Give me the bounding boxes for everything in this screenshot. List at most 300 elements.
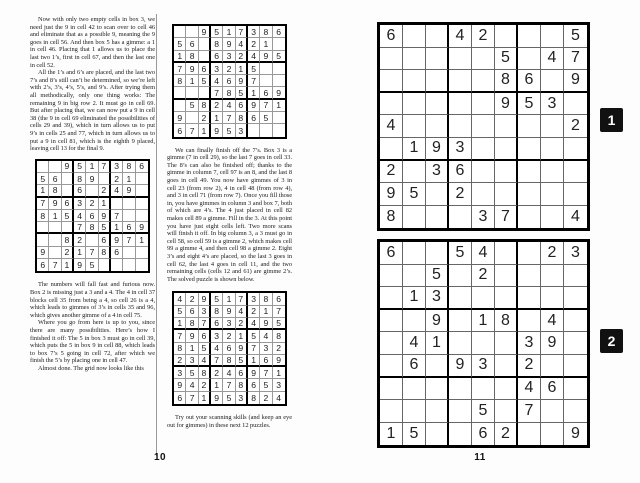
sudoku-cell: 5 bbox=[248, 330, 260, 342]
sudoku-cell: 7 bbox=[236, 293, 248, 305]
sudoku-cell bbox=[495, 378, 518, 401]
sudoku-cell bbox=[541, 206, 564, 229]
sudoku-cell: 2 bbox=[236, 318, 248, 330]
sudoku-cell: 3 bbox=[449, 138, 472, 161]
sudoku-cell: 6 bbox=[380, 242, 403, 265]
sudoku-cell bbox=[426, 400, 449, 423]
sudoku-cell bbox=[495, 25, 518, 48]
sudoku-cell bbox=[495, 115, 518, 138]
sudoku-cell: 1 bbox=[403, 138, 426, 161]
sudoku-cell bbox=[380, 48, 403, 71]
sudoku-cell bbox=[518, 161, 541, 184]
puzzle-2-number-badge: 2 bbox=[600, 329, 623, 353]
sudoku-cell: 6 bbox=[111, 247, 123, 259]
sudoku-cell: 6 bbox=[260, 355, 272, 367]
sudoku-cell bbox=[111, 259, 123, 271]
sudoku-cell bbox=[449, 287, 472, 310]
sudoku-cell bbox=[495, 400, 518, 423]
sudoku-cell: 7 bbox=[186, 124, 198, 136]
sudoku-cell: 6 bbox=[62, 198, 74, 210]
sudoku-cell: 1 bbox=[248, 87, 260, 99]
sudoku-cell bbox=[564, 93, 587, 116]
sudoku-cell bbox=[86, 185, 98, 197]
sudoku-cell bbox=[472, 70, 495, 93]
sudoku-cell: 6 bbox=[541, 378, 564, 401]
sudoku-cell: 3 bbox=[472, 355, 495, 378]
sudoku-cell: 1 bbox=[62, 259, 74, 271]
sudoku-cell: 9 bbox=[273, 87, 285, 99]
sudoku-cell bbox=[564, 332, 587, 355]
sudoku-cell: 6 bbox=[174, 124, 186, 136]
sudoku-cell bbox=[273, 63, 285, 75]
sudoku-cell: 2 bbox=[248, 306, 260, 318]
sudoku-cell: 5 bbox=[518, 93, 541, 116]
sudoku-cell: 5 bbox=[223, 124, 235, 136]
sudoku-cell: 6 bbox=[248, 379, 260, 391]
paragraph: Try out your scanning skills (and keep an eye out for gimmes) in these next 12 puzzles. bbox=[167, 414, 292, 429]
sudoku-cell: 9 bbox=[571, 425, 580, 443]
sudoku-cell: 5 bbox=[495, 48, 518, 71]
sudoku-cell: 5 bbox=[236, 355, 248, 367]
sudoku-cell: 6 bbox=[403, 355, 426, 378]
sudoku-cell: 5 bbox=[86, 259, 98, 271]
sudoku-cell bbox=[541, 25, 564, 48]
sudoku-cell bbox=[37, 222, 49, 234]
sudoku-cell: 9 bbox=[449, 355, 472, 378]
sudoku-cell: 9 bbox=[380, 183, 403, 206]
sudoku-cell bbox=[449, 310, 472, 333]
sudoku-cell: 5 bbox=[199, 343, 211, 355]
sudoku-cell bbox=[564, 183, 587, 206]
sudoku-cell bbox=[174, 100, 186, 112]
sudoku-cell: 1 bbox=[380, 423, 403, 446]
sudoku-cell: 3 bbox=[564, 242, 587, 265]
sudoku-cell: 4 bbox=[223, 100, 235, 112]
sudoku-cell bbox=[426, 70, 449, 93]
sudoku-cell: 1 bbox=[199, 124, 211, 136]
sudoku-cell bbox=[99, 259, 111, 271]
sudoku-cell: 2 bbox=[74, 234, 86, 246]
sudoku-cell: 9 bbox=[186, 63, 198, 75]
sudoku-cell: 2 bbox=[62, 247, 74, 259]
sudoku-cell bbox=[403, 115, 426, 138]
sudoku-cell: 3 bbox=[236, 392, 248, 404]
sudoku-cell bbox=[186, 112, 198, 124]
sudoku-cell bbox=[426, 242, 449, 265]
sudoku-cell: 6 bbox=[86, 210, 98, 222]
sudoku-cell: 2 bbox=[99, 185, 111, 197]
sudoku-cell: 7 bbox=[211, 355, 223, 367]
sudoku-cell bbox=[403, 93, 426, 116]
sudoku-cell bbox=[49, 161, 61, 173]
sudoku-cell: 8 bbox=[380, 206, 403, 229]
sudoku-cell bbox=[123, 259, 135, 271]
sudoku-cell bbox=[495, 242, 518, 265]
sudoku-cell bbox=[472, 48, 495, 71]
sudoku-cell bbox=[380, 355, 403, 378]
sudoku-cell bbox=[541, 265, 564, 288]
sudoku-cell bbox=[174, 87, 186, 99]
sudoku-cell: 2 bbox=[211, 367, 223, 379]
sudoku-cell: 4 bbox=[260, 330, 272, 342]
sudoku-cell: 9 bbox=[248, 100, 260, 112]
sudoku-cell: 2 bbox=[518, 355, 541, 378]
sudoku-cell: 6 bbox=[186, 306, 198, 318]
sudoku-cell bbox=[518, 423, 541, 446]
sudoku-cell: 6 bbox=[186, 38, 198, 50]
sudoku-cell: 6 bbox=[223, 75, 235, 87]
sudoku-cell bbox=[186, 87, 198, 99]
sudoku-cell bbox=[403, 206, 426, 229]
page-number-right: 11 bbox=[474, 452, 486, 463]
sudoku-cell: 5 bbox=[236, 87, 248, 99]
sudoku-cell: 2 bbox=[111, 173, 123, 185]
sudoku-cell: 1 bbox=[37, 185, 49, 197]
sudoku-cell: 8 bbox=[49, 185, 61, 197]
sudoku-cell: 8 bbox=[236, 379, 248, 391]
sudoku-cell: 5 bbox=[74, 161, 86, 173]
sudoku-cell: 8 bbox=[223, 355, 235, 367]
sudoku-cell: 4 bbox=[211, 343, 223, 355]
sudoku-cell bbox=[472, 287, 495, 310]
sudoku-cell: 9 bbox=[236, 343, 248, 355]
sudoku-cell bbox=[495, 161, 518, 184]
sudoku-cell bbox=[403, 161, 426, 184]
sudoku-cell: 6 bbox=[260, 87, 272, 99]
sudoku-cell: 2 bbox=[564, 115, 587, 138]
sudoku-cell bbox=[49, 222, 61, 234]
sudoku-cell: 4 bbox=[449, 25, 472, 48]
sudoku-cell: 4 bbox=[174, 293, 186, 305]
sudoku-cell bbox=[541, 423, 564, 446]
sudoku-cell bbox=[426, 115, 449, 138]
sudoku-cell bbox=[273, 112, 285, 124]
sudoku-cell bbox=[495, 138, 518, 161]
sudoku-cell bbox=[37, 234, 49, 246]
sudoku-cell: 9 bbox=[199, 26, 211, 38]
sudoku-cell: 8 bbox=[186, 51, 198, 63]
sudoku-cell: 9 bbox=[541, 332, 564, 355]
sudoku-cell bbox=[564, 400, 587, 423]
sudoku-cell: 6 bbox=[518, 70, 541, 93]
sudoku-cell: 9 bbox=[248, 367, 260, 379]
sudoku-cell: 3 bbox=[236, 124, 248, 136]
sudoku-cell: 4 bbox=[111, 185, 123, 197]
sudoku-cell: 3 bbox=[186, 355, 198, 367]
sudoku-cell bbox=[273, 38, 285, 50]
sudoku-cell: 1 bbox=[223, 293, 235, 305]
sudoku-cell: 3 bbox=[248, 293, 260, 305]
sudoku-cell: 7 bbox=[111, 210, 123, 222]
sudoku-cell: 6 bbox=[211, 318, 223, 330]
sudoku-cell: 1 bbox=[74, 247, 86, 259]
sudoku-cell: 5 bbox=[186, 100, 198, 112]
sudoku-cell: 1 bbox=[136, 234, 148, 246]
sudoku-cell: 2 bbox=[174, 355, 186, 367]
sudoku-cell bbox=[260, 63, 272, 75]
sudoku-cell: 6 bbox=[449, 161, 472, 184]
sudoku-cell: 4 bbox=[541, 310, 564, 333]
sudoku-cell: 9 bbox=[564, 70, 587, 93]
sudoku-cell: 5 bbox=[99, 222, 111, 234]
paragraph: Almost done. The grid now looks like this bbox=[38, 364, 144, 372]
sudoku-cell: 1 bbox=[174, 318, 186, 330]
sudoku-cell bbox=[472, 332, 495, 355]
sudoku-cell: 4 bbox=[541, 48, 564, 71]
sudoku-cell bbox=[403, 310, 426, 333]
sudoku-cell bbox=[380, 378, 403, 401]
sudoku-cell: 8 bbox=[186, 318, 198, 330]
paragraph: All the 1’s and 6’s are placed, and the last two 7’s and 8’s still can’t be determined, so we’re left with 2’s, 3’s, 4’s, 5’s, and 9’s. After trying them all methodically, only one thing works: The remaining 9 in big row 2. It must go in cell 69. But after placing that, we can now put a 9 in cell 38 (the 9 in cell 69 eliminated the possibilities of cells 29 and 39), which in turn allows us to put 9’s in cells 25 and 77, which in turn allows us to put a 9 in cell 81, which is the eighth 9 placed, leaving cell 13 for the final 9. bbox=[30, 69, 155, 153]
sudoku-cell bbox=[564, 287, 587, 310]
sudoku-cell: 7 bbox=[186, 392, 198, 404]
sudoku-cell: 1 bbox=[273, 100, 285, 112]
sudoku-cell: 8 bbox=[99, 247, 111, 259]
sudoku-cell: 8 bbox=[123, 161, 135, 173]
sudoku-cell: 4 bbox=[248, 51, 260, 63]
sudoku-cell: 1 bbox=[111, 222, 123, 234]
sudoku-cell bbox=[136, 210, 148, 222]
sudoku-cell: 3 bbox=[518, 332, 541, 355]
sudoku-cell: 9 bbox=[211, 392, 223, 404]
sudoku-cell bbox=[518, 287, 541, 310]
sudoku-cell: 2 bbox=[541, 242, 564, 265]
sudoku-cell: 6 bbox=[37, 259, 49, 271]
sudoku-cell bbox=[380, 70, 403, 93]
sudoku-cell: 1 bbox=[260, 38, 272, 50]
sudoku-cell: 1 bbox=[273, 367, 285, 379]
sudoku-cell bbox=[564, 310, 587, 333]
sudoku-cell: 7 bbox=[273, 306, 285, 318]
sudoku-cell: 8 bbox=[495, 310, 518, 333]
sudoku-cell: 7 bbox=[174, 63, 186, 75]
sudoku-cell bbox=[62, 222, 74, 234]
sudoku-cell bbox=[426, 206, 449, 229]
sudoku-cell: 4 bbox=[199, 355, 211, 367]
sudoku-cell: 9 bbox=[236, 75, 248, 87]
sudoku-cell: 7 bbox=[518, 400, 541, 423]
sudoku-cell: 6 bbox=[273, 293, 285, 305]
sudoku-cell bbox=[403, 48, 426, 71]
sudoku-cell bbox=[426, 25, 449, 48]
sudoku-cell bbox=[495, 332, 518, 355]
sudoku-cell bbox=[564, 161, 587, 184]
sudoku-puzzle-2 bbox=[377, 239, 590, 448]
paragraph: Where you go from here is up to you, since there are many possibilities. Here’s how I finished it off: The 5 in box 3 must go in cell 39, which puts the 5 in box 9 in cell 88, which leads to box 7’s 5 going in cell 72, after which we finish the 5’s by placing one in cell 47. bbox=[30, 319, 155, 365]
sudoku-cell bbox=[380, 332, 403, 355]
sudoku-cell bbox=[380, 138, 403, 161]
sudoku-cell bbox=[380, 265, 403, 288]
sudoku-cell: 9 bbox=[74, 259, 86, 271]
sudoku-cell: 2 bbox=[199, 379, 211, 391]
sudoku-cell: 4 bbox=[403, 332, 426, 355]
sudoku-cell bbox=[449, 423, 472, 446]
sudoku-cell bbox=[472, 378, 495, 401]
sudoku-cell: 2 bbox=[211, 100, 223, 112]
sudoku-cell: 8 bbox=[174, 75, 186, 87]
sudoku-cell bbox=[426, 93, 449, 116]
sudoku-cell bbox=[403, 70, 426, 93]
sudoku-cell bbox=[564, 355, 587, 378]
sudoku-cell: 5 bbox=[472, 400, 495, 423]
sudoku-cell bbox=[403, 242, 426, 265]
sudoku-cell: 7 bbox=[211, 87, 223, 99]
sudoku-grid-solved bbox=[172, 291, 287, 406]
sudoku-cell bbox=[260, 75, 272, 87]
sudoku-cell: 9 bbox=[273, 355, 285, 367]
sudoku-cell bbox=[518, 48, 541, 71]
sudoku-cell: 4 bbox=[518, 378, 541, 401]
sudoku-cell bbox=[495, 355, 518, 378]
sudoku-cell: 6 bbox=[49, 173, 61, 185]
sudoku-cell bbox=[541, 115, 564, 138]
sudoku-cell: 6 bbox=[174, 392, 186, 404]
sudoku-cell: 7 bbox=[123, 234, 135, 246]
sudoku-cell: 5 bbox=[449, 242, 472, 265]
sudoku-cell: 2 bbox=[223, 63, 235, 75]
sudoku-cell: 5 bbox=[248, 63, 260, 75]
sudoku-cell: 7 bbox=[260, 367, 272, 379]
sudoku-cell: 5 bbox=[564, 25, 587, 48]
sudoku-cell bbox=[62, 173, 74, 185]
sudoku-cell bbox=[273, 124, 285, 136]
sudoku-cell: 1 bbox=[223, 26, 235, 38]
sudoku-puzzle-1 bbox=[377, 22, 590, 231]
sudoku-cell bbox=[136, 173, 148, 185]
sudoku-cell bbox=[273, 75, 285, 87]
sudoku-cell bbox=[426, 183, 449, 206]
sudoku-cell bbox=[472, 138, 495, 161]
sudoku-cell: 4 bbox=[571, 208, 580, 226]
sudoku-cell: 2 bbox=[472, 265, 495, 288]
sudoku-cell bbox=[449, 400, 472, 423]
sudoku-cell: 5 bbox=[223, 392, 235, 404]
sudoku-cell bbox=[541, 287, 564, 310]
sudoku-cell bbox=[426, 355, 449, 378]
sudoku-cell: 4 bbox=[248, 318, 260, 330]
sudoku-cell: 1 bbox=[174, 51, 186, 63]
sudoku-cell: 9 bbox=[49, 198, 61, 210]
sudoku-cell bbox=[136, 185, 148, 197]
sudoku-cell: 1 bbox=[186, 343, 198, 355]
sudoku-cell: 4 bbox=[380, 115, 403, 138]
sudoku-cell bbox=[449, 265, 472, 288]
sudoku-cell: 9 bbox=[495, 93, 518, 116]
sudoku-cell: 9 bbox=[86, 173, 98, 185]
sudoku-cell: 8 bbox=[62, 234, 74, 246]
sudoku-cell bbox=[564, 138, 587, 161]
sudoku-cell: 8 bbox=[273, 330, 285, 342]
sudoku-cell: 6 bbox=[136, 161, 148, 173]
sudoku-cell: 5 bbox=[273, 318, 285, 330]
sudoku-cell bbox=[49, 234, 61, 246]
sudoku-cell bbox=[472, 115, 495, 138]
sudoku-cell: 5 bbox=[174, 38, 186, 50]
sudoku-cell: 7 bbox=[86, 247, 98, 259]
sudoku-cell bbox=[495, 287, 518, 310]
sudoku-cell bbox=[136, 259, 148, 271]
sudoku-cell bbox=[541, 400, 564, 423]
sudoku-cell bbox=[403, 400, 426, 423]
sudoku-cell bbox=[449, 206, 472, 229]
sudoku-cell: 5 bbox=[37, 173, 49, 185]
sudoku-cell: 5 bbox=[186, 367, 198, 379]
sudoku-cell: 5 bbox=[62, 210, 74, 222]
sudoku-cell: 7 bbox=[99, 161, 111, 173]
sudoku-cell bbox=[541, 138, 564, 161]
sudoku-cell: 9 bbox=[99, 210, 111, 222]
sudoku-cell bbox=[136, 198, 148, 210]
sudoku-cell: 3 bbox=[248, 26, 260, 38]
sudoku-cell bbox=[449, 70, 472, 93]
sudoku-cell: 3 bbox=[426, 287, 449, 310]
sudoku-cell bbox=[541, 161, 564, 184]
sudoku-cell: 5 bbox=[260, 112, 272, 124]
sudoku-cell: 6 bbox=[123, 222, 135, 234]
sudoku-cell: 2 bbox=[380, 161, 403, 184]
sudoku-cell: 4 bbox=[211, 75, 223, 87]
sudoku-cell bbox=[426, 423, 449, 446]
sudoku-cell: 1 bbox=[260, 306, 272, 318]
sudoku-cell bbox=[380, 400, 403, 423]
sudoku-cell bbox=[380, 93, 403, 116]
sudoku-cell: 5 bbox=[403, 183, 426, 206]
sudoku-cell: 4 bbox=[223, 367, 235, 379]
sudoku-cell: 9 bbox=[260, 318, 272, 330]
sudoku-cell: 9 bbox=[426, 138, 449, 161]
sudoku-cell bbox=[380, 310, 403, 333]
sudoku-cell: 9 bbox=[186, 330, 198, 342]
sudoku-cell: 3 bbox=[472, 206, 495, 229]
sudoku-cell: 8 bbox=[236, 112, 248, 124]
sudoku-cell: 5 bbox=[260, 379, 272, 391]
sudoku-cell: 6 bbox=[380, 25, 403, 48]
sudoku-cell: 5 bbox=[211, 26, 223, 38]
sudoku-cell bbox=[123, 210, 135, 222]
sudoku-cell bbox=[518, 206, 541, 229]
sudoku-cell bbox=[123, 198, 135, 210]
sudoku-cell: 9 bbox=[211, 124, 223, 136]
sudoku-cell: 4 bbox=[74, 210, 86, 222]
sudoku-cell: 8 bbox=[74, 173, 86, 185]
puzzle-1-number-badge: 1 bbox=[600, 108, 623, 132]
sudoku-cell: 1 bbox=[248, 355, 260, 367]
sudoku-cell: 2 bbox=[199, 112, 211, 124]
column-divider-rule bbox=[156, 14, 157, 456]
sudoku-cell: 1 bbox=[472, 310, 495, 333]
sudoku-cell: 8 bbox=[223, 87, 235, 99]
sudoku-cell: 2 bbox=[449, 183, 472, 206]
sudoku-cell: 9 bbox=[123, 185, 135, 197]
sudoku-cell: 2 bbox=[472, 25, 495, 48]
sudoku-cell: 3 bbox=[541, 93, 564, 116]
sudoku-cell bbox=[449, 93, 472, 116]
sudoku-cell: 4 bbox=[236, 38, 248, 50]
sudoku-cell: 6 bbox=[211, 51, 223, 63]
sudoku-cell bbox=[380, 287, 403, 310]
sudoku-cell: 8 bbox=[199, 367, 211, 379]
sudoku-cell: 6 bbox=[273, 26, 285, 38]
left-page-column-1 bbox=[30, 16, 155, 372]
sudoku-cell: 1 bbox=[199, 392, 211, 404]
sudoku-cell bbox=[49, 247, 61, 259]
sudoku-cell bbox=[403, 378, 426, 401]
sudoku-cell: 3 bbox=[426, 161, 449, 184]
sudoku-cell: 4 bbox=[276, 392, 282, 403]
sudoku-cell: 6 bbox=[223, 343, 235, 355]
sudoku-cell bbox=[199, 51, 211, 63]
sudoku-cell: 2 bbox=[236, 51, 248, 63]
